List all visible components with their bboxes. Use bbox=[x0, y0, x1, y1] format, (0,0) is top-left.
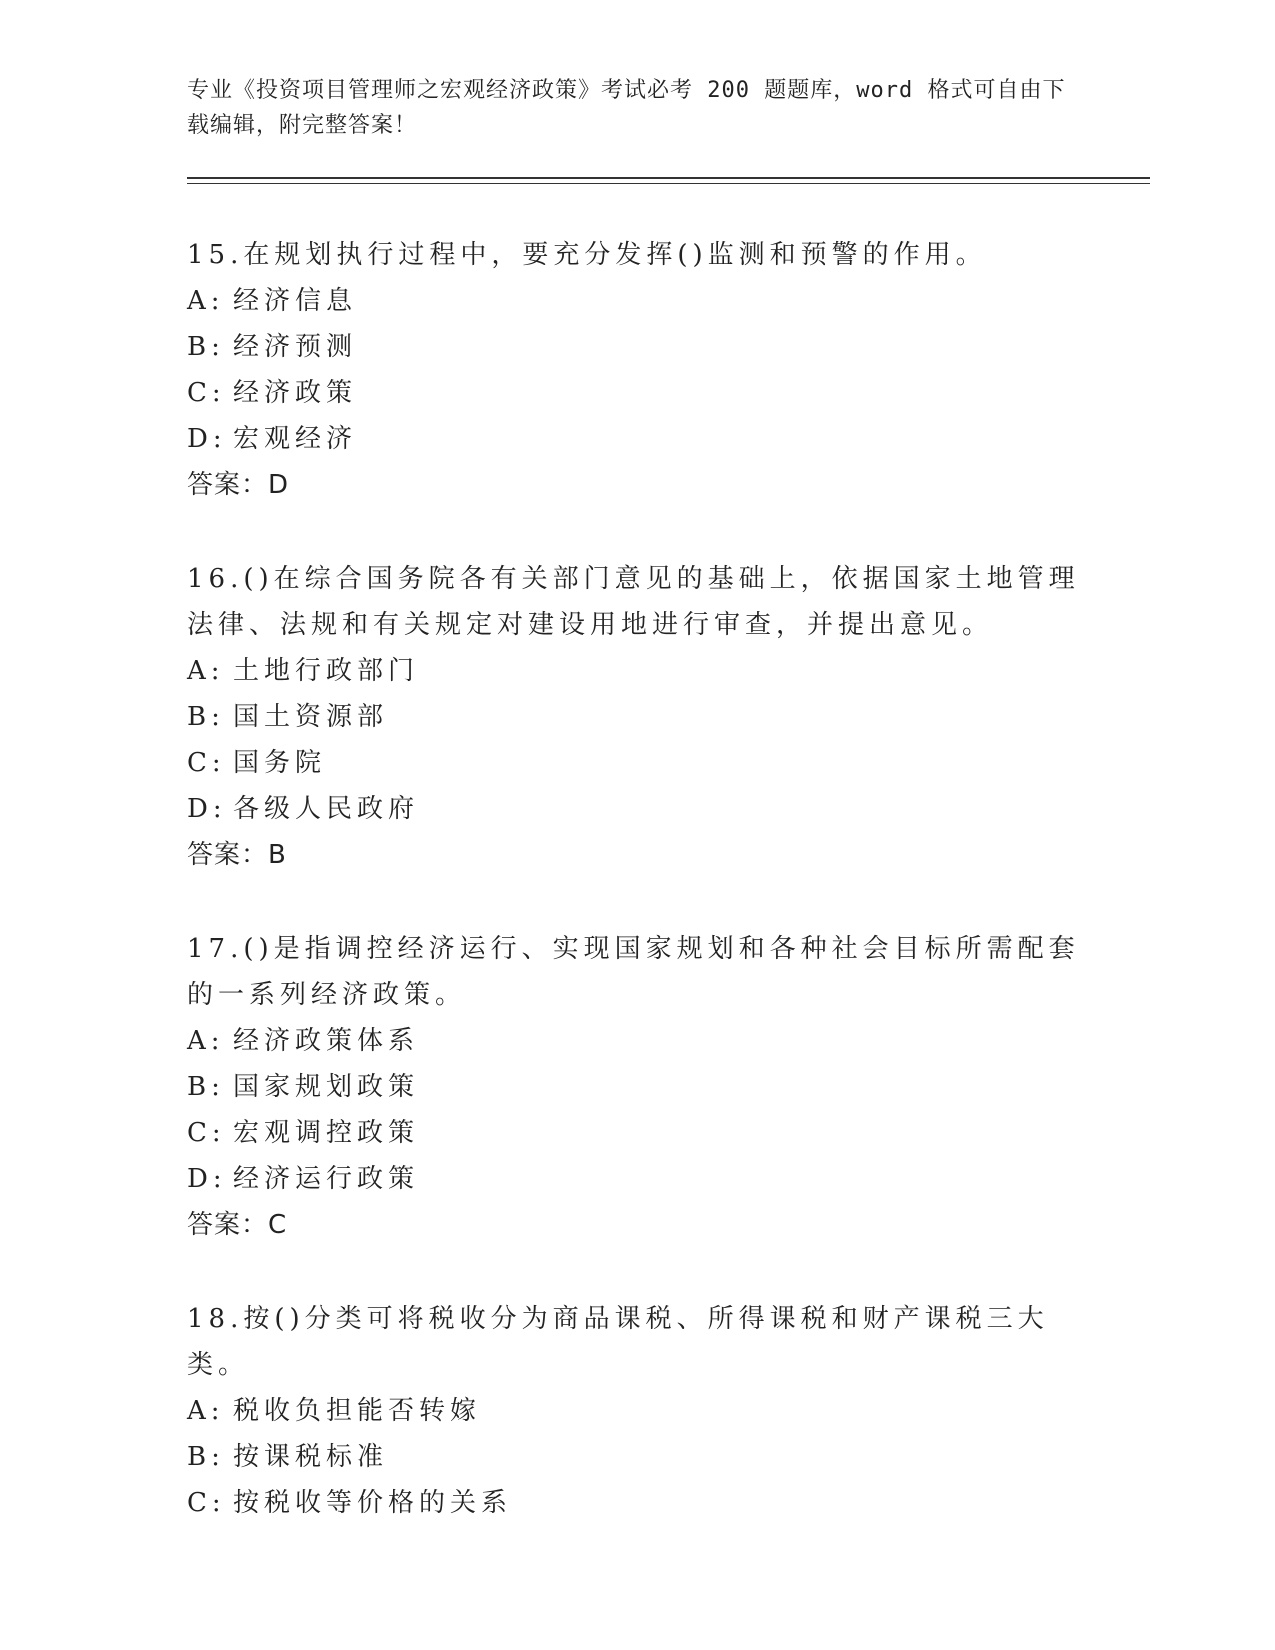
option-letter: B: bbox=[187, 702, 225, 732]
option-letter: B: bbox=[187, 1072, 225, 1102]
header-divider-top bbox=[187, 177, 1150, 179]
option-text: 宏观经济 bbox=[233, 424, 358, 454]
option-text: 经济信息 bbox=[233, 286, 358, 316]
question-17 bbox=[187, 926, 1087, 1248]
option-letter: D: bbox=[187, 1164, 227, 1194]
option-text: 经济运行政策 bbox=[233, 1164, 420, 1194]
option-c bbox=[187, 370, 1087, 416]
option-text: 宏观调控政策 bbox=[233, 1118, 420, 1148]
option-text: 国务院 bbox=[233, 748, 327, 778]
option-text: 土地行政部门 bbox=[233, 656, 420, 686]
option-b bbox=[187, 694, 1087, 740]
option-letter: D: bbox=[187, 424, 227, 454]
option-d bbox=[187, 1156, 1087, 1202]
option-c bbox=[187, 740, 1087, 786]
question-stem: 17.()是指调控经济运行、实现国家规划和各种社会目标所需配套的一系列经济政策。 bbox=[187, 934, 1080, 1010]
option-text: 按税收等价格的关系 bbox=[233, 1488, 513, 1518]
option-text: 按课税标准 bbox=[233, 1442, 389, 1472]
option-letter: B: bbox=[187, 332, 225, 362]
option-a bbox=[187, 648, 1087, 694]
option-text: 税收负担能否转嫁 bbox=[233, 1396, 482, 1426]
document-header: 专业《投资项目管理师之宏观经济政策》考试必考 200 题题库，word 格式可自由下载编辑，附完整答案！ bbox=[187, 78, 1066, 138]
option-letter: A: bbox=[187, 286, 225, 316]
question-16 bbox=[187, 556, 1087, 878]
option-letter: A: bbox=[187, 1026, 225, 1056]
question-18 bbox=[187, 1296, 1087, 1526]
option-d bbox=[187, 786, 1087, 832]
option-a bbox=[187, 1018, 1087, 1064]
option-a bbox=[187, 278, 1087, 324]
answer-line: 答案：C bbox=[187, 1210, 288, 1240]
option-c bbox=[187, 1480, 1087, 1526]
question-15 bbox=[187, 232, 1087, 508]
option-text: 各级人民政府 bbox=[233, 794, 420, 824]
option-a bbox=[187, 1388, 1087, 1434]
option-text: 经济预测 bbox=[233, 332, 358, 362]
option-letter: A: bbox=[187, 656, 225, 686]
option-letter: C: bbox=[187, 1118, 226, 1148]
option-letter: A: bbox=[187, 1396, 225, 1426]
option-letter: D: bbox=[187, 794, 227, 824]
option-letter: C: bbox=[187, 378, 226, 408]
question-stem: 16.()在综合国务院各有关部门意见的基础上，依据国家土地管理法律、法规和有关规定对建设用地进行审查，并提出意见。 bbox=[187, 564, 1080, 640]
option-b bbox=[187, 1064, 1087, 1110]
question-stem: 15.在规划执行过程中，要充分发挥()监测和预警的作用。 bbox=[187, 240, 987, 270]
option-letter: C: bbox=[187, 1488, 226, 1518]
option-text: 国土资源部 bbox=[233, 702, 389, 732]
option-c bbox=[187, 1110, 1087, 1156]
option-b bbox=[187, 1434, 1087, 1480]
header-divider-bottom bbox=[187, 183, 1150, 184]
option-text: 经济政策体系 bbox=[233, 1026, 420, 1056]
option-letter: B: bbox=[187, 1442, 225, 1472]
question-stem: 18.按()分类可将税收分为商品课税、所得课税和财产课税三大类。 bbox=[187, 1304, 1049, 1380]
answer-line: 答案：B bbox=[187, 840, 287, 870]
option-d bbox=[187, 416, 1087, 462]
option-b bbox=[187, 324, 1087, 370]
option-text: 经济政策 bbox=[233, 378, 358, 408]
option-text: 国家规划政策 bbox=[233, 1072, 420, 1102]
answer-line: 答案：D bbox=[187, 470, 290, 500]
question-list bbox=[187, 232, 1087, 1574]
option-letter: C: bbox=[187, 748, 226, 778]
